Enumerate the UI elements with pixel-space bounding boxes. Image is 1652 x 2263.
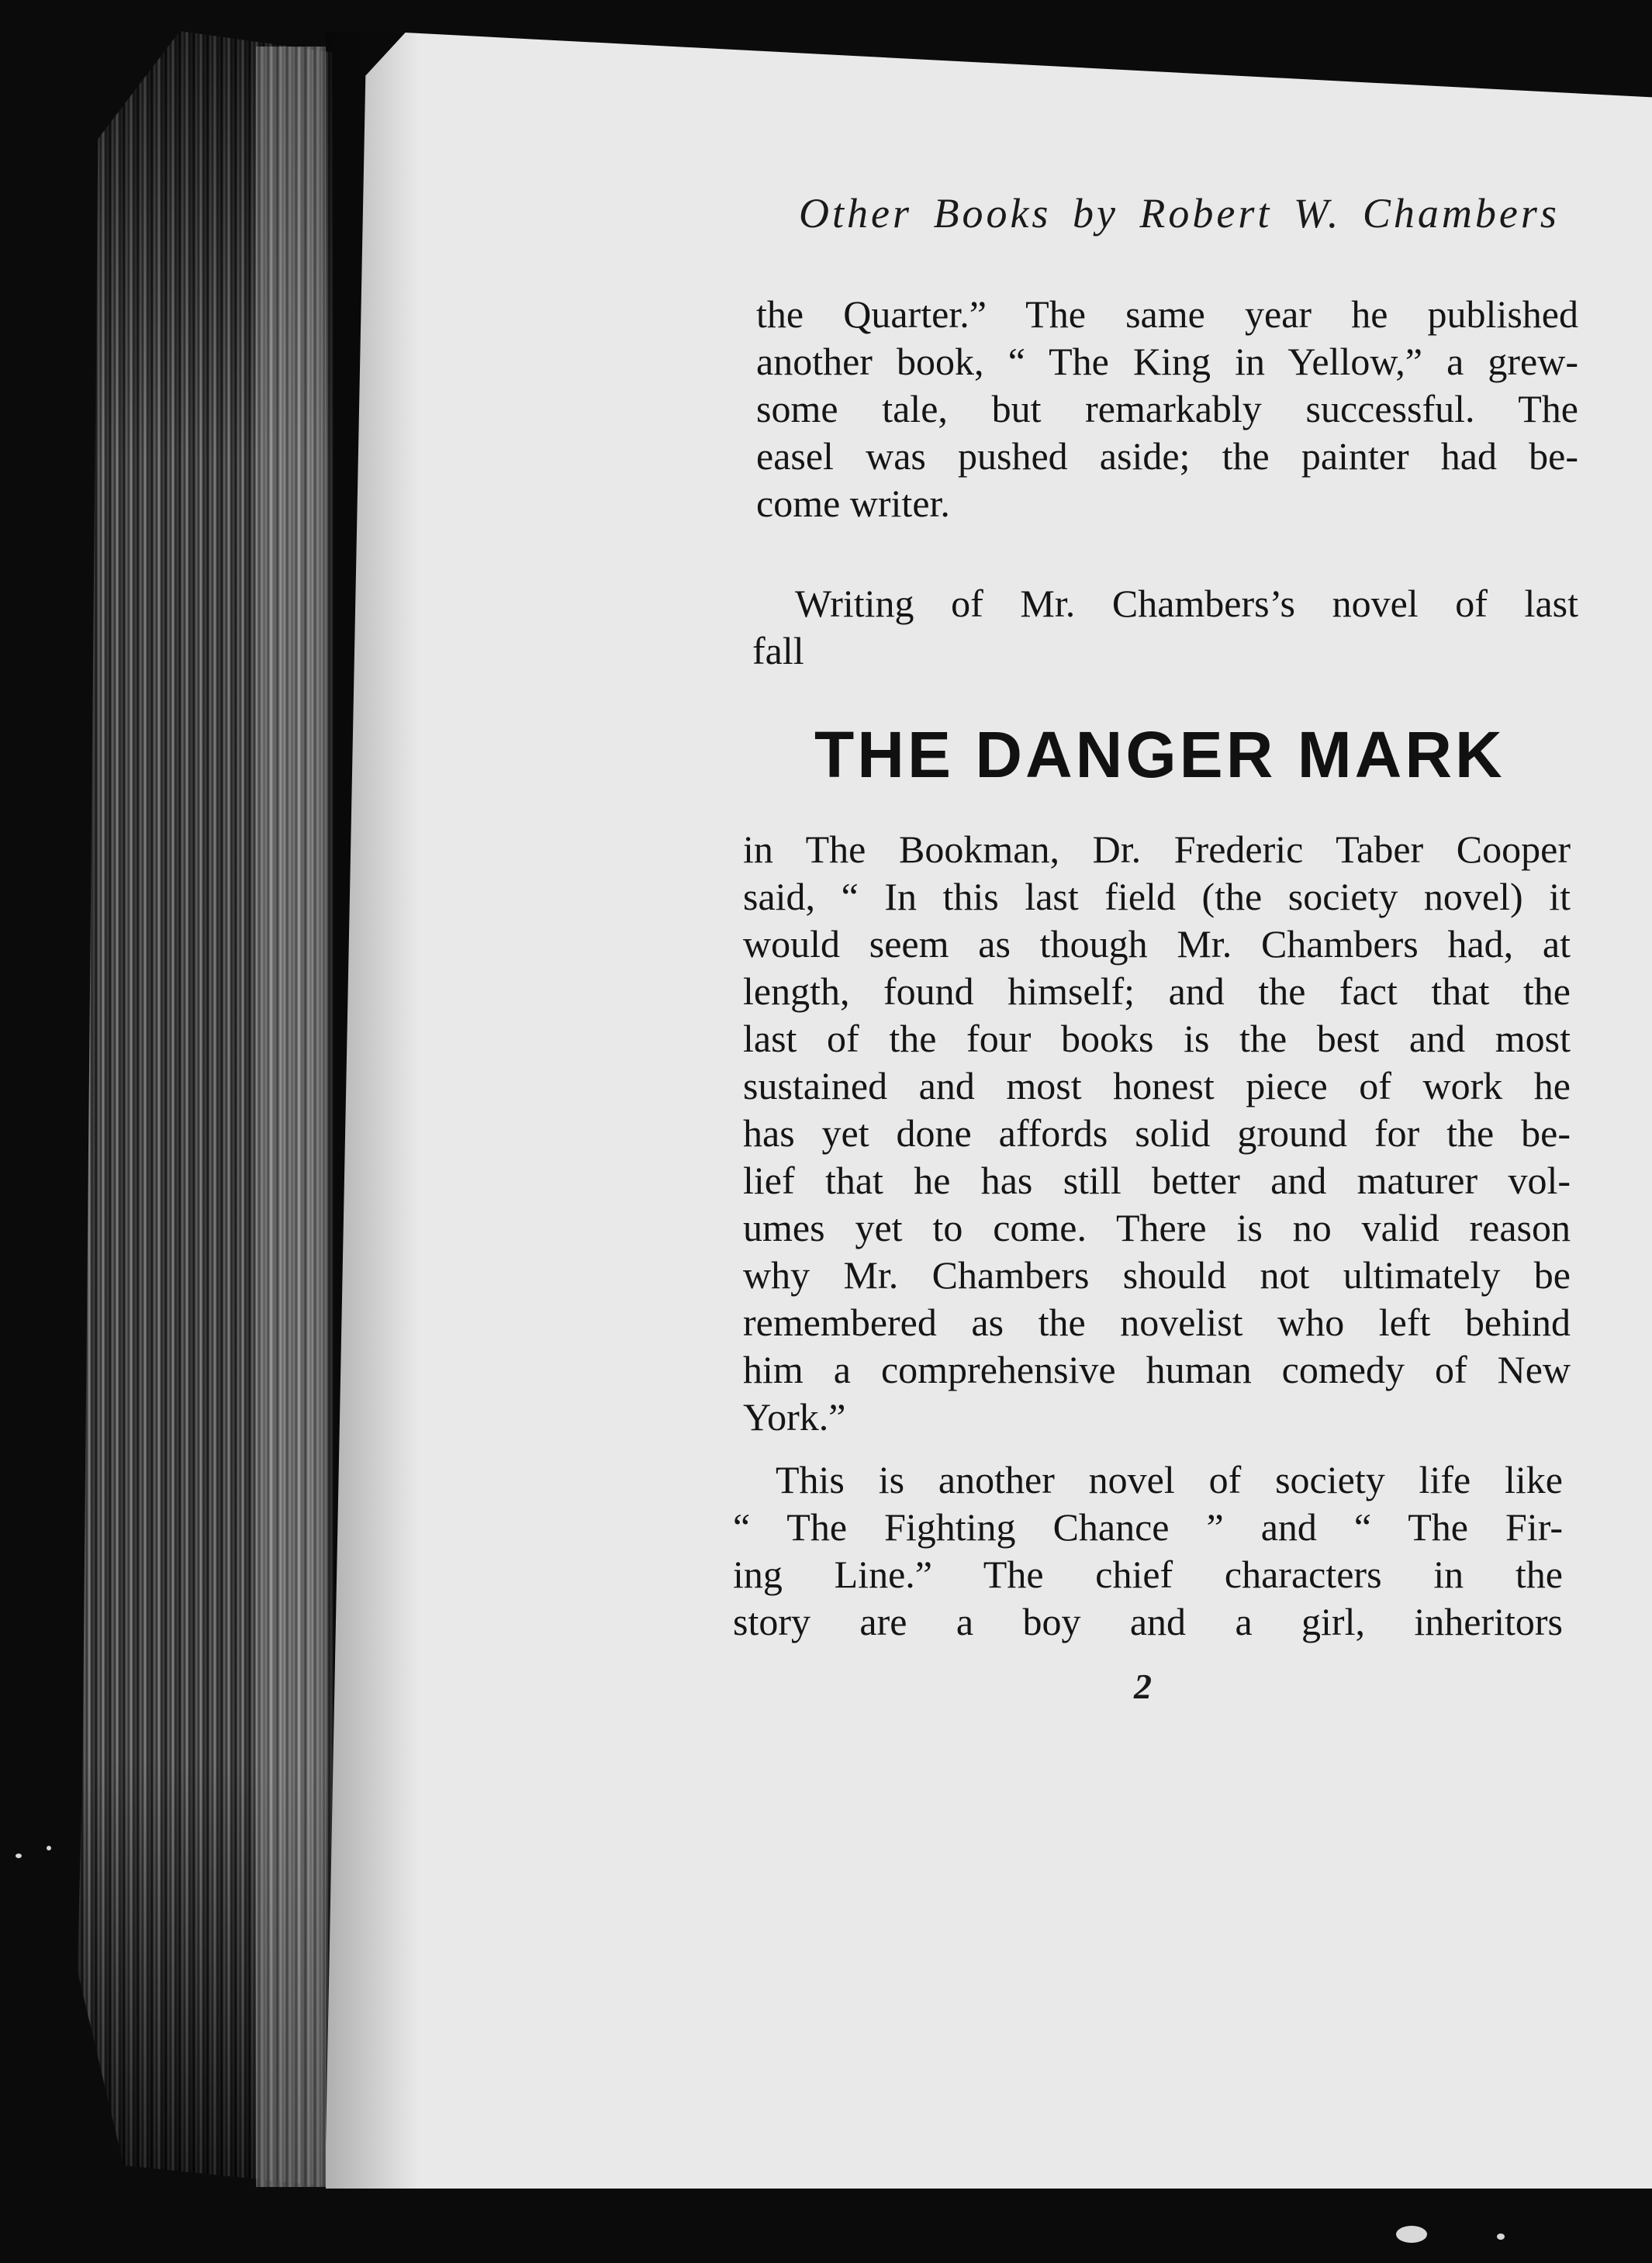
text-line: easel was pushed aside; the painter had be- <box>756 434 1578 478</box>
text-line: York.” <box>743 1395 846 1439</box>
text-line: last of the four books is the best and most <box>743 1017 1571 1060</box>
text-line: umes yet to come. There is no valid reason <box>743 1206 1571 1249</box>
text-line: him a comprehensive human comedy of New <box>743 1348 1571 1391</box>
text-line: said, “ In this last field (the society novel) it <box>743 875 1571 918</box>
text-line: would seem as though Mr. Chambers had, at <box>743 922 1571 966</box>
text-line: remembered as the novelist who left behind <box>743 1301 1571 1344</box>
paragraph-1 <box>756 291 1578 527</box>
text-line: lief that he has still better and maturer vol- <box>743 1159 1571 1202</box>
gutter-shadow <box>326 33 419 2189</box>
page-number: 2 <box>1134 1667 1152 1706</box>
paragraph-2 <box>752 580 1578 675</box>
text-line: fall <box>752 629 804 672</box>
text-line: some tale, but remarkably successful. The <box>756 387 1578 430</box>
dust-speck <box>47 1846 51 1850</box>
text-line: another book, “ The King in Yellow,” a grew- <box>756 340 1578 383</box>
dark-background-band <box>0 2189 1652 2263</box>
text-line: “ The Fighting Chance ” and “ The Fir- <box>733 1505 1563 1549</box>
text-line: the Quarter.” The same year he published <box>756 292 1578 336</box>
book-title-heading: THE DANGER MARK <box>814 718 1505 791</box>
dust-speck <box>1497 2234 1505 2240</box>
page-stack-highlight <box>256 47 326 2187</box>
text-line: This is another novel of society life like <box>776 1458 1563 1501</box>
dust-speck <box>16 1854 22 1858</box>
text-line: sustained and most honest piece of work he <box>743 1064 1571 1107</box>
dust-speck <box>1396 2226 1427 2243</box>
text-line: Writing of Mr. Chambers’s novel of last <box>795 582 1578 625</box>
text-line: ing Line.” The chief characters in the <box>733 1553 1563 1596</box>
paragraph-3 <box>743 826 1571 1441</box>
paragraph-4 <box>733 1456 1563 1646</box>
text-line: has yet done affords solid ground for the be- <box>743 1111 1571 1155</box>
text-line: length, found himself; and the fact that the <box>743 969 1571 1013</box>
running-head: Other Books by Robert W. Chambers <box>799 190 1560 237</box>
text-line: story are a boy and a girl, inheritors <box>733 1600 1563 1643</box>
text-line: why Mr. Chambers should not ultimately be <box>743 1253 1571 1297</box>
text-line: come writer. <box>756 482 950 525</box>
text-line: in The Bookman, Dr. Frederic Taber Cooper <box>743 827 1571 871</box>
